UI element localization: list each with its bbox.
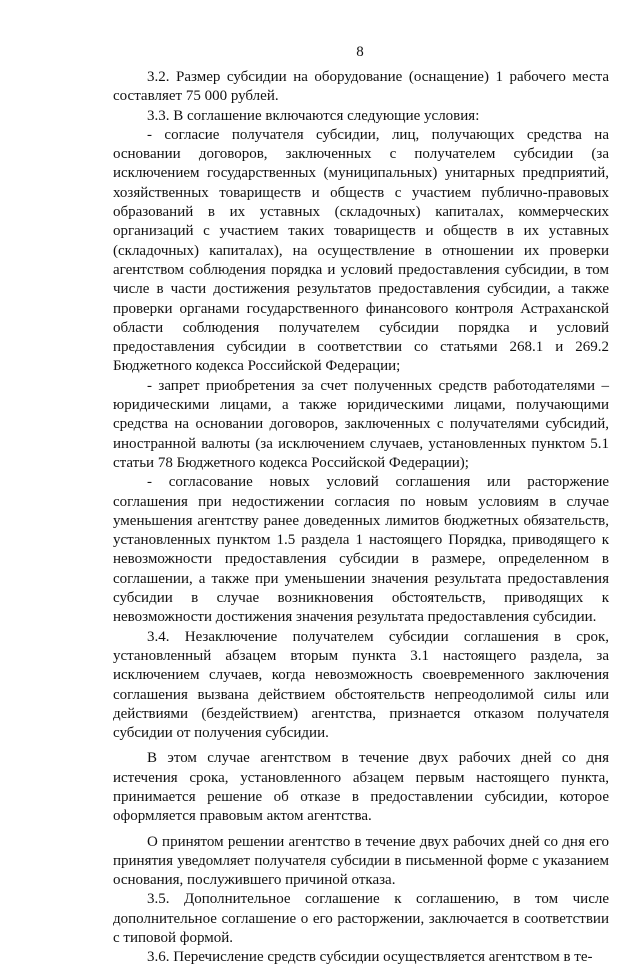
paragraph-3-6: 3.6. Перечисление средств субсидии осуществляется агентством в те- — [147, 949, 593, 966]
paragraph-condition-currency-ban: - запрет приобретения за счет полученных средств работодателями – юридическими лицами, а также юридическими лицами, получающими средства на основании договоров, заключенных с получателями субсидий, иностранной валюты (за исключением случаев, установленных пунктом 5.1 статьи 78 Бюджетного кодекса Российской Федерации); — [113, 377, 609, 471]
document-body — [113, 68, 609, 968]
paragraph-refusal-notice: О принятом решении агентство в течение двух рабочих дней со дня его принятия уведомляет получателя субсидии в письменной форме с указанием основания, послужившего причиной отказа. — [113, 833, 609, 889]
paragraph-condition-agreement-change: - согласование новых условий соглашения или расторжение соглашения при недостижении согласия по новым условиям в случае уменьшения агентству ранее доведенных лимитов бюджетных обязательств, установленных пунктом 1.5 раздела 1 настоящего Порядка, приводящего к невозможности предоставления субсидии в размере, определенном в соглашении, а также при уменьшении значения результата предоставления субсидии в случае возникновения обстоятельств, приводящих к невозможности достижения значения результата предоставления субсидии. — [113, 474, 609, 626]
paragraph-3-3: 3.3. В соглашение включаются следующие условия: — [147, 107, 480, 124]
page-number: 8 — [356, 44, 364, 60]
paragraph-refusal-decision: В этом случае агентством в течение двух рабочих дней со дня истечения срока, установленного абзацем первым настоящего пункта, принимается решение об отказе в предоставлении субсидии, которое оформляется правовым актом агентства. — [113, 750, 609, 825]
paragraph-condition-consent: - согласие получателя субсидии, лиц, получающих средства на основании договоров, заключенных с получателем субсидии (за исключением государственных (муниципальных) унитарных предприятий, хозяйственных товариществ и обществ с участием публично-правовых образований в их уставных (складочных) капиталах, коммерческих организаций с участием таких товариществ и обществ в их уставных (складочных) капиталах), на осуществление в отношении их проверки агентством соблюдения порядка и условий предоставления субсидии, в том числе в части достижения результатов предоставления субсидии, а также проверки органами государственного финансового контроля Астраханской области соблюдения получателем субсидии порядка и условий предоставления субсидии в соответствии со статьями 268.1 и 269.2 Бюджетного кодекса Российской Федерации; — [113, 126, 609, 375]
paragraph-3-2: 3.2. Размер субсидии на оборудование (оснащение) 1 рабочего места составляет 75 000 рублей. — [113, 69, 609, 105]
paragraph-3-4: 3.4. Незаключение получателем субсидии соглашения в срок, установленный абзацем вторым пункта 3.1 настоящего раздела, за исключением случаев, когда невозможность своевременного заключения соглашения вызвана действием обстоятельств непреодолимой силы или действиями (бездействием) агентства, признается отказом получателя субсидии от получения субсидии. — [113, 628, 609, 742]
paragraph-3-5: 3.5. Дополнительное соглашение к соглашению, в том числе дополнительное соглашение о его расторжении, заключается в соответствии с типовой формой. — [113, 891, 609, 947]
